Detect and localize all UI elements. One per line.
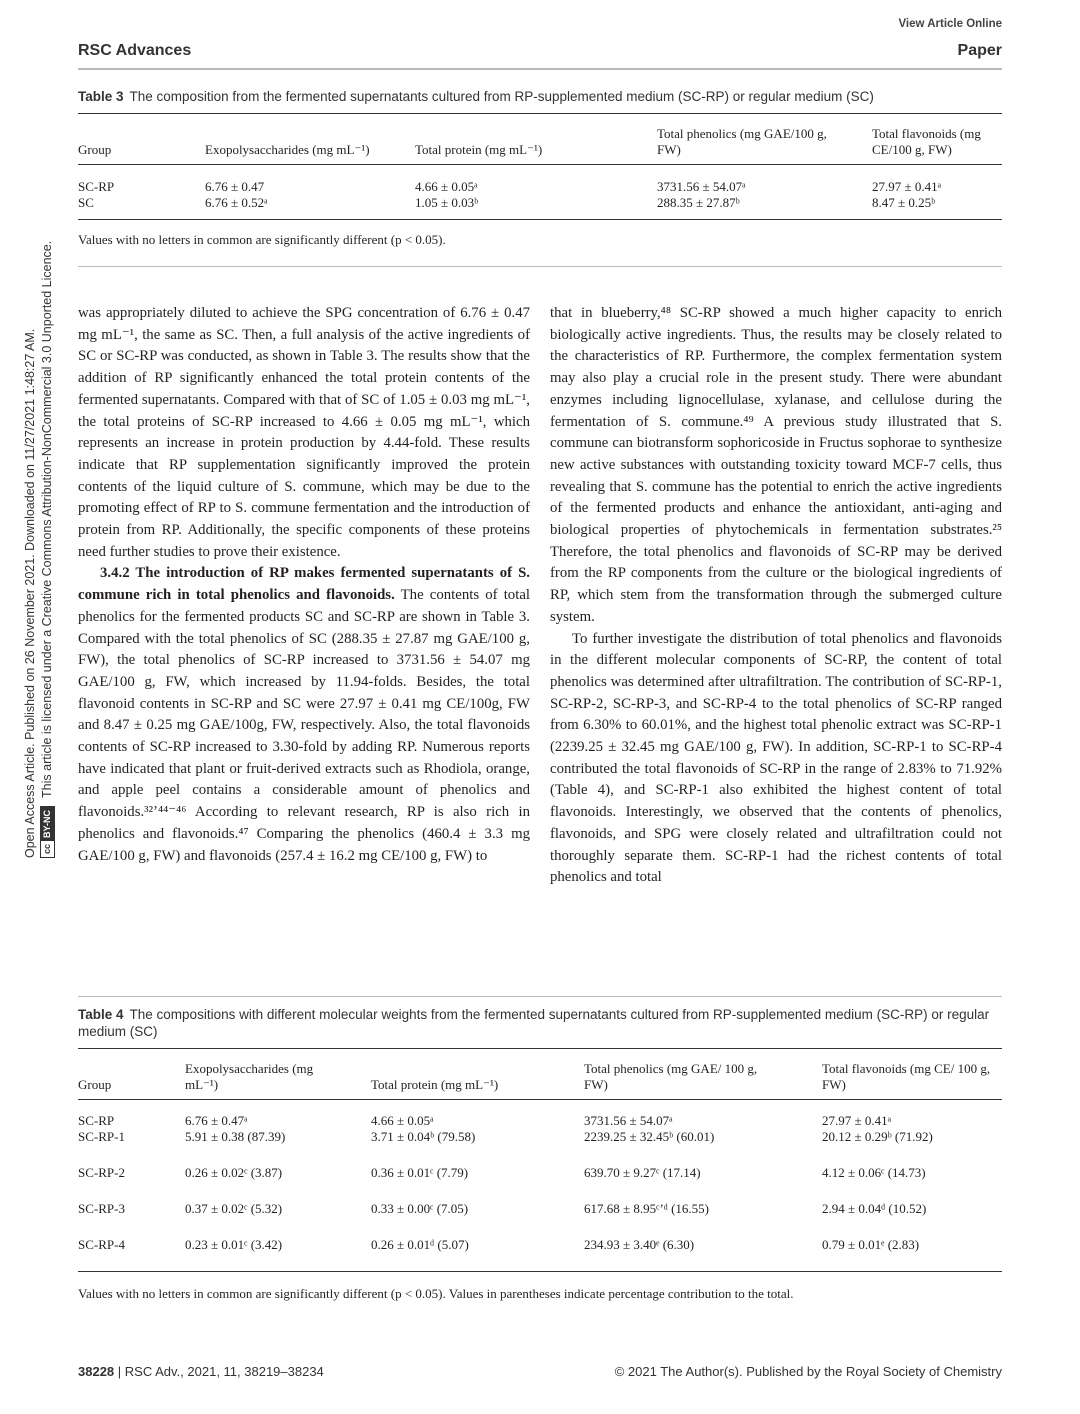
table-3-top-rule [78, 113, 1002, 114]
table-cell: SC-RP [78, 1113, 115, 1128]
journal-name: RSC Advances [78, 42, 192, 59]
table-4-header: Total phenolics (mg GAE/ 100 g, FW) [584, 1059, 822, 1100]
table-3-header: Total phenolics (mg GAE/100 g, FW) [657, 124, 872, 165]
body-paragraph: was appropriately diluted to achieve the SPG concentration of 6.76 ± 0.47 mg mL⁻¹, the same as SC. Then, a full analysis of the active ingredients of SC or SC-RP was conducted, as shown in Table 3. The results show that the addition of RP significantly enhanced the total protein contents of the fermented supernatants. Compared with that of SC of 1.05 ± 0.03 mg mL⁻¹, the total proteins of SC-RP increased to 4.66 ± 0.05 mg mL⁻¹, which represents an increase in protein production by 4.44-fold. These results indicate that RP supplementation significantly improved the protein contents of the liquid culture of S. commune, which may be due to the promoting effect of RP to S. commune fermentation and the introduction of protein from RP. Additionally, the specific components of these proteins need further studies to prove their existence. [78, 305, 530, 560]
table-cell: 234.93 ± 3.40ᵉ (6.30) [584, 1237, 822, 1272]
table-row [78, 195, 1002, 220]
license-line[interactable]: This article is licensed under a Creative Commons Attribution-NonCommercial 3.0 Unported Licence. [40, 240, 54, 798]
table-cell: 0.26 ± 0.01ᵈ (5.07) [371, 1237, 584, 1272]
table-cell: 8.47 ± 0.25ᵇ [872, 195, 1002, 220]
table-cell: 639.70 ± 9.27ᶜ (17.14) [584, 1165, 701, 1180]
body-paragraph: that in blueberry,⁴⁸ SC-RP showed a much higher capacity to enrich biologically active ingredients. Thus, the results may be closely related to the characteristics of RP. Furthermore, the complex fermentation system may also play a crucial role in the present study. There were abundant enzymes including lignocellulase, xylanase, and cellulose during the fermentation of S. commune.⁴⁹ A previous study illustrated that S. commune can biotransform sophoricoside in Fructus sophorae to synthesize new active substances with outstanding toxicity toward MCF-7 cells, thus revealing that S. commune has the potential to enrich the active ingredients of the fermented products and enhance the antioxidant, anti-aging and biological properties of phytochemicals in fermentation substrates.²⁵ Therefore, the total phenolics and flavonoids of SC-RP may be derived from the RP components from the culture or the biological ingredients of RP, which stem from the transformation through the submerged culture system. [550, 305, 1002, 625]
table-3-grid [78, 124, 1002, 220]
table-3-header: Group [78, 124, 205, 165]
table-3-header: Total protein (mg mL⁻¹) [415, 124, 657, 165]
table-4-header: Total protein (mg mL⁻¹) [371, 1059, 584, 1100]
table-row [78, 1129, 1002, 1165]
body-column-left [78, 303, 530, 867]
table-cell: 4.66 ± 0.05ᵃ [415, 179, 478, 194]
copyright: © 2021 The Author(s). Published by the Royal Society of Chemistry [614, 1364, 1002, 1379]
table-cell: 0.23 ± 0.01ᶜ (3.42) [185, 1237, 371, 1272]
table-3-header: Exopolysaccharides (mg mL⁻¹) [205, 124, 415, 165]
cc-badge-text: cc [42, 843, 52, 854]
footer-left [78, 1364, 324, 1379]
page-footer [78, 1364, 1002, 1379]
table-cell: 0.79 ± 0.01ᵉ (2.83) [822, 1237, 1002, 1272]
license-sidebar [22, 168, 56, 858]
view-article-online-link[interactable]: View Article Online [898, 18, 1002, 30]
table-4-label: Table 4 [78, 1007, 124, 1022]
table-cell: 20.12 ± 0.29ᵇ (71.92) [822, 1129, 933, 1144]
table-3-end-rule [78, 266, 1002, 267]
table-cell: 0.26 ± 0.02ᶜ (3.87) [185, 1165, 283, 1180]
table-4-footnote: Values with no letters in common are significantly different (p < 0.05). Values in parentheses indicate percentage contribution to the total. [78, 1286, 794, 1301]
table-4 [78, 996, 1002, 1302]
table-4-header: Exopolysaccharides (mg mL⁻¹) [185, 1059, 371, 1100]
table-cell [78, 1237, 185, 1272]
table-3-header: Total flavonoids (mg CE/100 g, FW) [872, 124, 1002, 165]
table-4-header: Total flavonoids (mg CE/ 100 g, FW) [822, 1059, 1002, 1100]
table-cell: 4.12 ± 0.06ᶜ (14.73) [822, 1165, 926, 1180]
license-line-row [39, 168, 56, 858]
table-4-grid [78, 1059, 1002, 1272]
table-cell: 2239.25 ± 32.45ᵇ (60.01) [584, 1129, 715, 1144]
table-cell: 4.66 ± 0.05ᵃ [371, 1113, 434, 1128]
table-3-caption [78, 88, 1002, 105]
footer-separator: | [117, 1364, 125, 1379]
table-cell-text: SC-RP-2 [78, 1165, 125, 1180]
table-cell: 27.97 ± 0.41ᵃ [872, 179, 942, 194]
body-column-right [550, 303, 1002, 889]
table-cell: 3731.56 ± 54.07ᵃ [584, 1113, 673, 1128]
section-label: Paper [957, 42, 1002, 59]
table-cell [78, 1201, 185, 1237]
table-cell: 0.37 ± 0.02ᶜ (5.32) [185, 1201, 283, 1216]
table-row [78, 165, 1002, 196]
table-cell: 2.94 ± 0.04ᵈ (10.52) [822, 1201, 927, 1216]
cc-license-badge-icon[interactable] [40, 806, 55, 858]
table-cell: 1.05 ± 0.03ᵇ [415, 195, 657, 220]
table-cell: 6.76 ± 0.47ᵃ [185, 1113, 248, 1128]
table-4-caption-text: The compositions with different molecular weights from the fermented supernatants cultured from RP-supplemented medium (SC-RP) or regular medium (SC) [78, 1007, 990, 1039]
table-row [78, 1100, 1002, 1130]
table-cell: SC-RP [78, 179, 115, 194]
table-cell [78, 1129, 185, 1165]
table-cell: 0.36 ± 0.01ᶜ (7.79) [371, 1165, 469, 1180]
table-row [78, 1165, 1002, 1201]
table-cell: 3731.56 ± 54.07ᵃ [657, 179, 746, 194]
table-4-top-rule [78, 1048, 1002, 1049]
body-paragraph [78, 563, 530, 867]
table-3 [78, 88, 1002, 267]
table-3-footnote: Values with no letters in common are significantly different (p < 0.05). [78, 232, 446, 247]
table-3-caption-text: The composition from the fermented supernatants cultured from RP-supplemented medium (SC-RP) or regular medium (SC) [129, 89, 874, 104]
table-cell: 6.76 ± 0.47 [205, 179, 265, 194]
table-cell: 288.35 ± 27.87ᵇ [657, 195, 872, 220]
table-cell-text: SC-RP-1 [78, 1129, 125, 1144]
table-cell: 0.33 ± 0.00ᶜ (7.05) [371, 1201, 469, 1216]
body-paragraph-text: The contents of total phenolics for the fermented products SC and SC-RP are shown in Table 3. Compared with the total phenolics of SC (288.35 ± 27.87 mg GAE/100 g, FW), the total phenolics of SC-RP increased to 3731.56 ± 54.07 mg GAE/100 g, FW, which increased by 11.94-folds. Besides, the total flavonoid contents in SC-RP and SC were 27.97 ± 0.41 mg CE/100g, FW and 8.47 ± 0.25 mg GAE/100g, FW, respectively. Also, the total flavonoids contents of SC-RP increased to 3.30-fold by adding RP. Numerous reports have indicated that plant or fruit-derived extracts such as Rhodiola, orange, and apple peel contains a considerable amount of phenolics and flavonoids.³²ʼ⁴⁴⁻⁴⁶ According to relevant research, RP is also rich in phenolics and flavonoids.⁴⁷ Comparing the phenolics (460.4 ± 3.3 mg GAE/100 g, FW) and flavonoids (257.4 ± 16.2 mg CE/100 g, FW) to [78, 587, 530, 864]
open-access-line: Open Access Article. Published on 26 November 2021. Downloaded on 11/27/2021 1:48:27 AM. [23, 328, 37, 858]
page-number: 38228 [78, 1364, 115, 1379]
table-cell: 3.71 ± 0.04ᵇ (79.58) [371, 1129, 476, 1144]
header-rule [78, 68, 1002, 70]
citation: RSC Adv., 2021, 11, 38219–38234 [124, 1364, 324, 1379]
body-paragraph: To further investigate the distribution of total phenolics and flavonoids in the different molecular components of SC-RP, the content of total phenolics was determined after ultrafiltration. The contribution of SC-RP-1, SC-RP-2, SC-RP-3, and SC-RP-4 to the total phenolics of SC-RP ranged from 6.30% to 60.01%, and the highest total phenolic extract was SC-RP-1 (2239.25 ± 32.45 mg GAE/100 g, FW). In addition, SC-RP-1 to SC-RP-4 contributed the total flavonoids of SC-RP in the range of 2.83% to 71.92% (Table 4), and SC-RP-1 also exhibited the highest content of total flavonoids. Interestingly, we observed that the contents of phenolics, flavonoids, and SPG were closely related and ultrafiltration could not thoroughly separate them. SC-RP-1 had the richest contents of total phenolics and total [550, 630, 1002, 886]
table-cell-text: SC-RP-4 [78, 1237, 125, 1252]
table-4-header: Group [78, 1059, 185, 1100]
table-cell-text: SC-RP-3 [78, 1201, 125, 1216]
section-heading-3-4-2: 3.4.2 The introduction of RP makes fermented supernatants of S. commune rich in total phenolics and flavonoids. [78, 565, 530, 604]
table-cell: SC [78, 195, 205, 220]
table-cell: 617.68 ± 8.95ᶜʼᵈ (16.55) [584, 1201, 709, 1216]
table-cell: 5.91 ± 0.38 (87.39) [185, 1129, 286, 1144]
table-4-caption [78, 1006, 1002, 1040]
table-cell: 27.97 ± 0.41ᵃ [822, 1113, 892, 1128]
table-4-start-rule [78, 996, 1002, 997]
table-cell [78, 1165, 185, 1201]
by-nc-badge-text: BY-NC [41, 807, 54, 841]
table-cell: 6.76 ± 0.52ᵃ [205, 195, 415, 220]
table-row [78, 1237, 1002, 1272]
table-row [78, 1201, 1002, 1237]
table-3-label: Table 3 [78, 89, 124, 104]
